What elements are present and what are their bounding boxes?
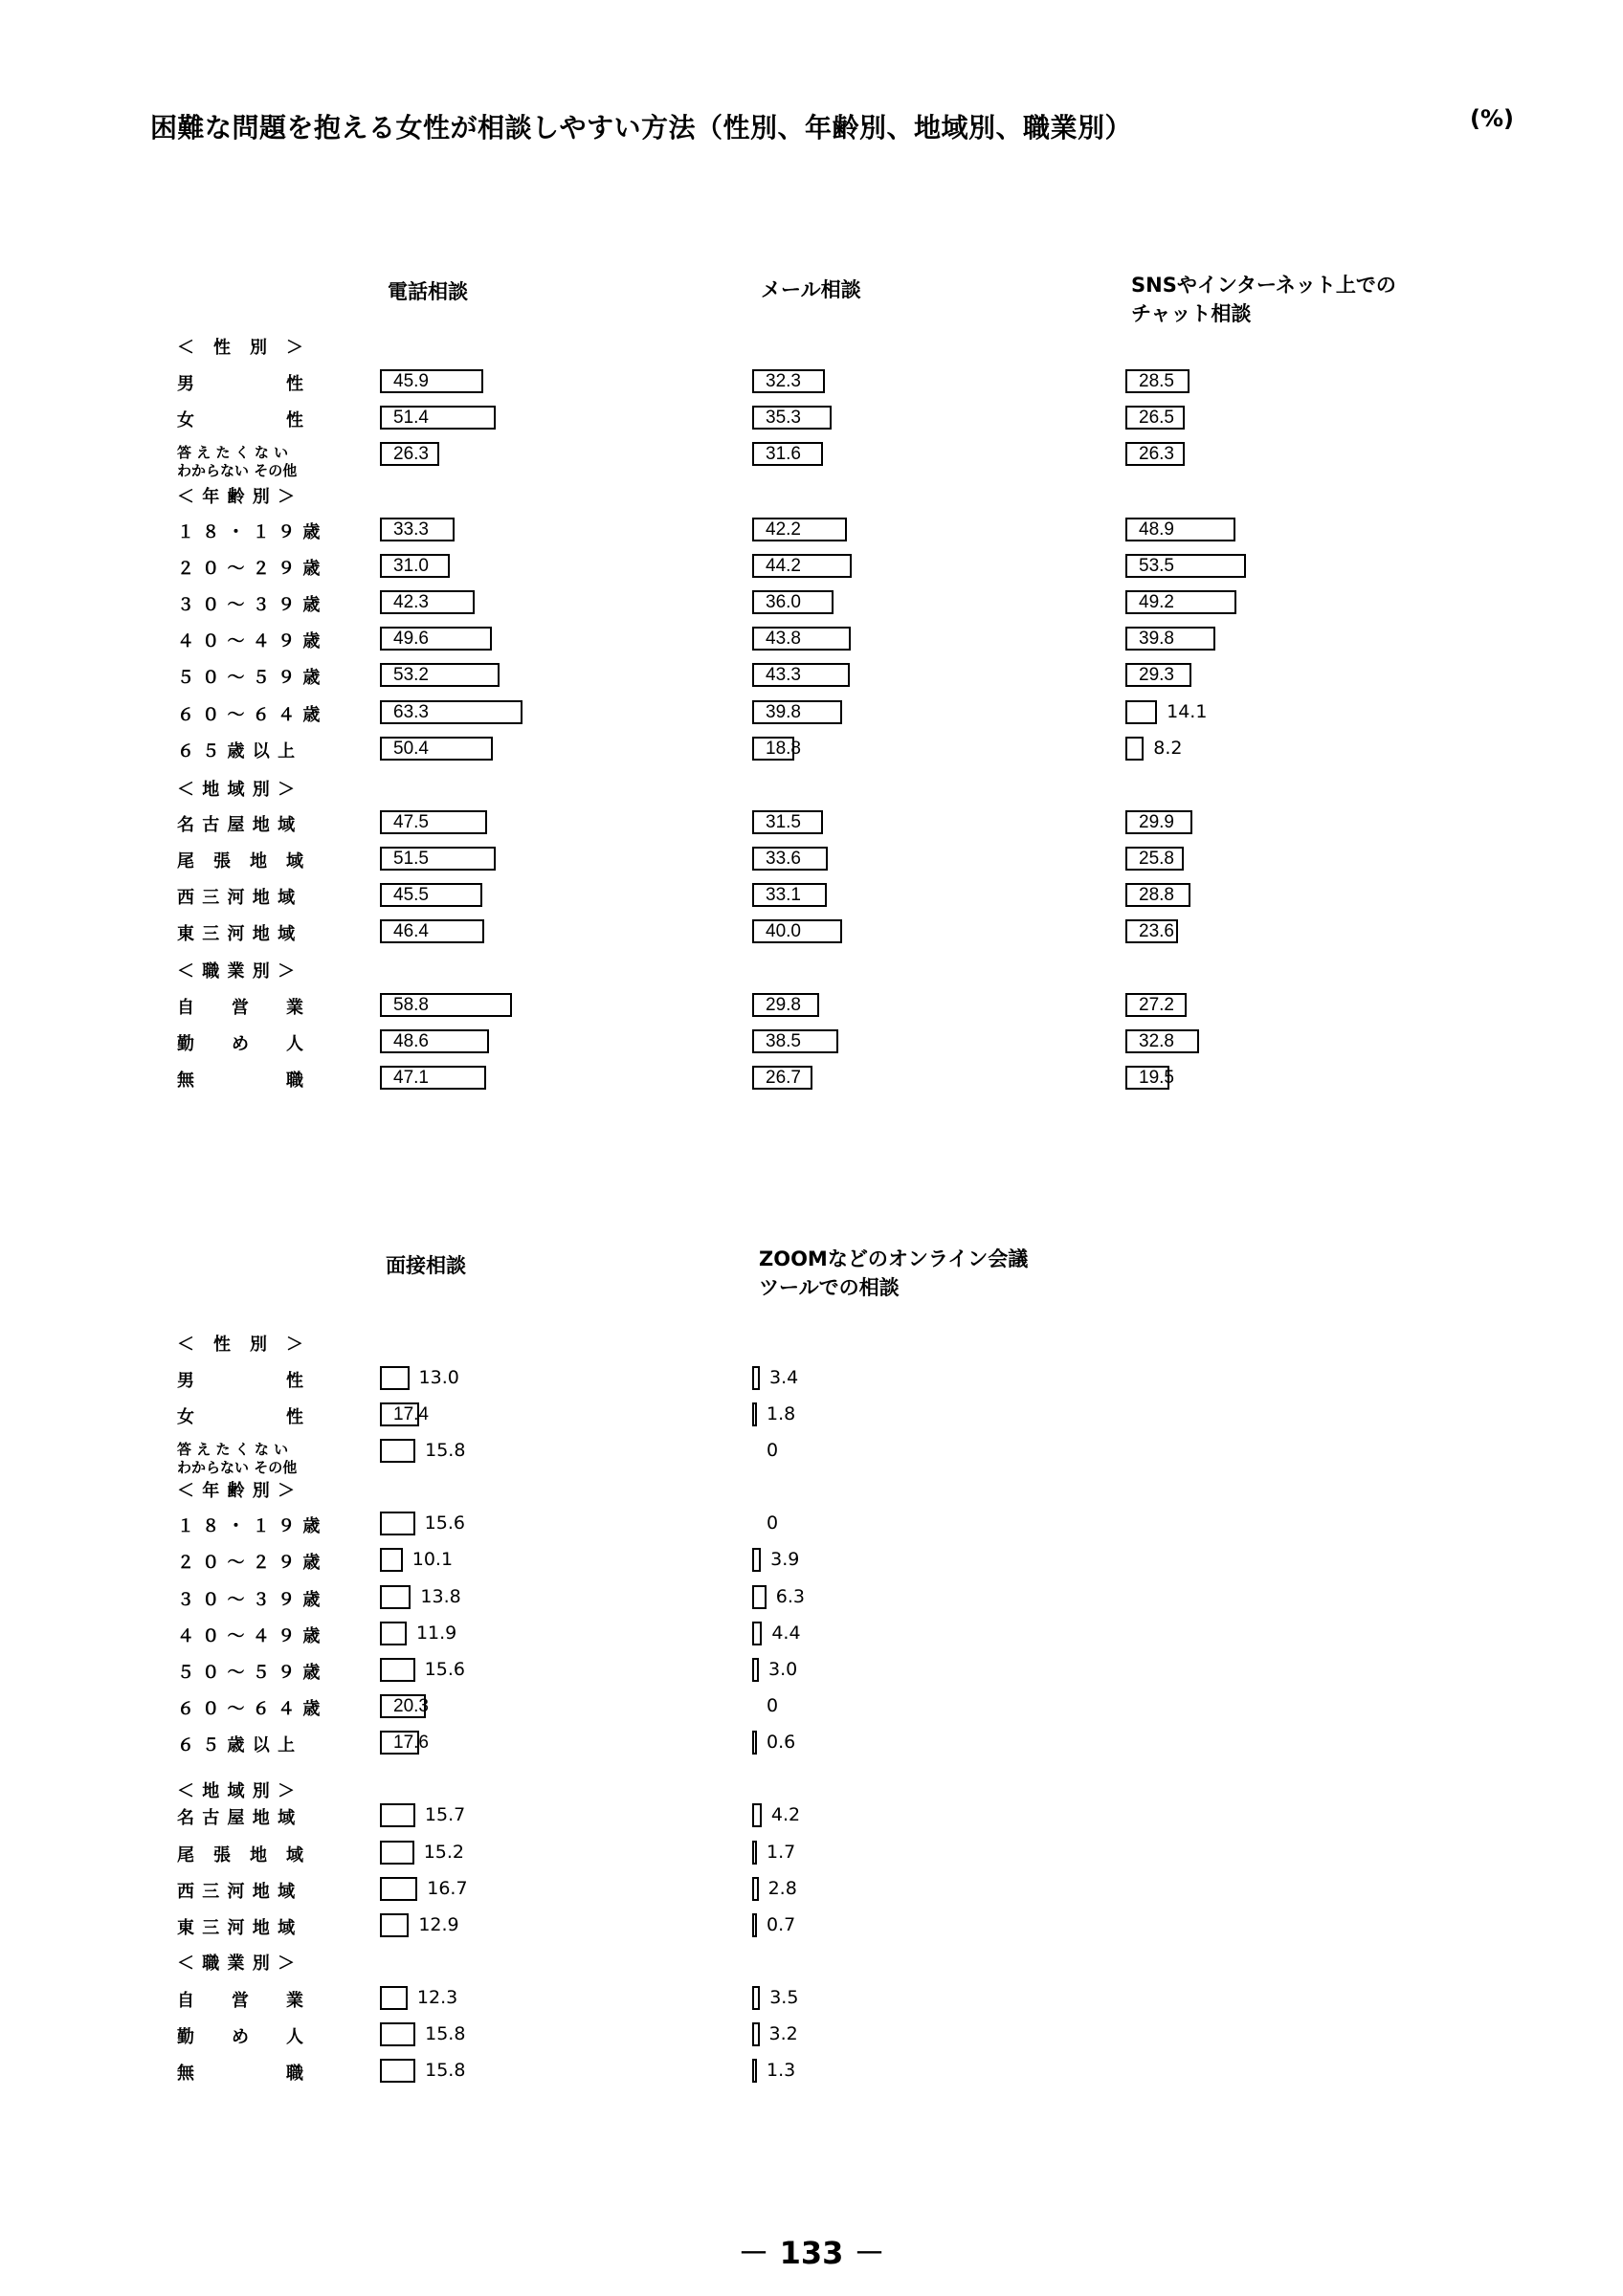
data-label: 17.6	[393, 1733, 429, 1753]
data-label: 15.6	[424, 1659, 465, 1680]
category-label: 西 三 河 地 域	[177, 888, 297, 908]
bar	[380, 1658, 415, 1682]
series-title: ZOOMなどのオンライン会議 ツールでの相談	[759, 1247, 1029, 1299]
data-label: 4.2	[770, 1804, 801, 1825]
bar	[752, 1585, 767, 1609]
data-label: 26.5	[1139, 408, 1174, 428]
data-label: 0	[767, 1440, 779, 1461]
data-label: 33.3	[393, 519, 429, 540]
group-header-label: ＜ 年 齢 別 ＞	[177, 1481, 297, 1501]
category-label: 答 え た く な い わからない その他	[177, 1441, 298, 1476]
bar	[380, 2059, 415, 2083]
data-label: 0.7	[767, 1914, 796, 1935]
bar	[380, 1548, 403, 1572]
bar	[752, 1877, 759, 1901]
data-label: 29.3	[1139, 665, 1174, 685]
data-label: 1.7	[767, 1842, 796, 1863]
data-label: 16.7	[427, 1878, 468, 1899]
data-label: 15.8	[425, 2060, 466, 2081]
bar	[752, 1913, 757, 1937]
category-label: 女 性	[177, 1407, 304, 1427]
category-label: ２ ０ ～ ２ ９ 歳	[177, 559, 322, 579]
data-label: 17.4	[393, 1404, 429, 1424]
category-label: ４ ０ ～ ４ ９ 歳	[177, 631, 322, 651]
data-label: 58.8	[393, 995, 429, 1015]
data-label: 48.6	[393, 1031, 429, 1051]
data-label: 31.5	[766, 812, 801, 832]
bar	[380, 1439, 415, 1463]
data-label: 20.3	[393, 1696, 429, 1716]
data-label: 36.0	[766, 592, 801, 612]
data-label: 0.6	[767, 1732, 796, 1753]
bar	[752, 1622, 762, 1645]
data-label: 51.4	[393, 408, 429, 428]
data-label: 26.3	[393, 444, 429, 464]
data-label: 51.5	[393, 849, 429, 869]
data-label: 43.3	[766, 665, 801, 685]
data-label: 31.0	[393, 556, 429, 576]
data-label: 8.2	[1153, 738, 1183, 759]
category-label: 勤 め 人	[177, 1034, 304, 1054]
data-label: 26.3	[1139, 444, 1174, 464]
category-label: １ ８ ・ １ ９ 歳	[177, 1516, 322, 1536]
data-label: 6.3	[775, 1586, 806, 1607]
data-label: 26.7	[766, 1068, 801, 1088]
bar	[752, 1366, 760, 1390]
data-label: 1.8	[767, 1403, 796, 1424]
data-label: 15.6	[424, 1512, 465, 1534]
bar	[380, 1841, 414, 1865]
data-label: 45.5	[393, 885, 429, 905]
data-label: 0	[767, 1695, 779, 1716]
category-label: ６ ５ 歳 以 上	[177, 741, 297, 762]
category-label: ３ ０ ～ ３ ９ 歳	[177, 1590, 322, 1610]
page-title: 困難な問題を抱える女性が相談しやすい方法（性別、年齢別、地域別、職業別）	[150, 112, 1133, 144]
group-header-label: ＜ 職 業 別 ＞	[177, 1954, 297, 1974]
category-label: 勤 め 人	[177, 2027, 304, 2047]
data-label: 2.8	[767, 1878, 797, 1899]
group-header-label: ＜ 性 別 ＞	[177, 338, 304, 358]
data-label: 50.4	[393, 739, 429, 759]
group-header-label: ＜ 性 別 ＞	[177, 1335, 304, 1355]
data-label: 44.2	[766, 556, 801, 576]
data-label: 12.3	[416, 1987, 458, 2008]
data-label: 13.8	[420, 1586, 461, 1607]
data-label: 1.3	[767, 2060, 796, 2081]
category-label: 自 営 業	[177, 1991, 304, 2011]
category-label: ４ ０ ～ ４ ９ 歳	[177, 1626, 322, 1646]
data-label: 42.3	[393, 592, 429, 612]
bar	[752, 2022, 760, 2046]
data-label: 53.5	[1139, 556, 1174, 576]
data-label: 15.8	[425, 2023, 466, 2044]
data-label: 40.0	[766, 921, 801, 941]
category-label: 答 え た く な い わからない その他	[177, 444, 298, 479]
bar	[752, 1548, 761, 1572]
bar	[380, 1877, 417, 1901]
data-label: 15.7	[424, 1804, 466, 1825]
data-label: 39.8	[1139, 629, 1174, 649]
data-label: 3.5	[769, 1987, 799, 2008]
data-label: 28.5	[1139, 371, 1174, 391]
data-label: 38.5	[766, 1031, 801, 1051]
group-header-label: ＜ 年 齢 別 ＞	[177, 487, 297, 507]
data-label: 14.1	[1167, 701, 1208, 722]
data-label: 42.2	[766, 519, 801, 540]
data-label: 49.6	[393, 629, 429, 649]
group-header-label: ＜ 地 域 別 ＞	[177, 780, 297, 800]
data-label: 47.1	[393, 1068, 429, 1088]
data-label: 15.8	[425, 1440, 466, 1461]
data-label: 27.2	[1139, 995, 1174, 1015]
data-label: 43.8	[766, 629, 801, 649]
series-title: 電話相談	[388, 280, 468, 303]
category-label: 男 性	[177, 374, 304, 394]
bar	[380, 1366, 410, 1390]
category-label: 尾 張 地 域	[177, 1845, 304, 1866]
category-label: ６ ５ 歳 以 上	[177, 1735, 297, 1755]
category-label: 東 三 河 地 域	[177, 924, 297, 944]
data-label: 49.2	[1139, 592, 1174, 612]
bar	[752, 1841, 757, 1865]
data-label: 32.8	[1139, 1031, 1174, 1051]
data-label: 48.9	[1139, 519, 1174, 540]
data-label: 39.8	[766, 702, 801, 722]
data-label: 25.8	[1139, 849, 1174, 869]
category-label: 尾 張 地 域	[177, 851, 304, 872]
bar	[752, 1803, 762, 1827]
category-label: 無 職	[177, 2064, 304, 2084]
bar	[752, 1658, 759, 1682]
category-label: 西 三 河 地 域	[177, 1882, 297, 1902]
bar	[380, 1986, 408, 2010]
series-title: SNSやインターネット上での チャット相談	[1131, 274, 1396, 325]
category-label: ５ ０ ～ ５ ９ 歳	[177, 668, 322, 688]
data-label: 32.3	[766, 371, 801, 391]
data-label: 3.2	[768, 2023, 798, 2044]
data-label: 63.3	[393, 702, 429, 722]
page-number: － 133 －	[738, 2235, 885, 2271]
data-label: 29.8	[766, 995, 801, 1015]
series-title: メール相談	[761, 278, 861, 301]
data-label: 46.4	[393, 921, 429, 941]
bar	[752, 1402, 757, 1426]
data-label: 19.5	[1139, 1068, 1174, 1088]
category-label: 東 三 河 地 域	[177, 1918, 297, 1938]
data-label: 33.1	[766, 885, 801, 905]
category-label: 無 職	[177, 1071, 304, 1091]
data-label: 11.9	[415, 1623, 457, 1644]
data-label: 33.6	[766, 849, 801, 869]
data-label: 18.8	[766, 739, 801, 759]
category-label: 男 性	[177, 1371, 304, 1391]
bar	[380, 1585, 411, 1609]
bar	[380, 1512, 415, 1535]
bar	[752, 2059, 757, 2083]
category-label: 名 古 屋 地 域	[177, 1808, 297, 1828]
category-label: 女 性	[177, 410, 304, 430]
category-label: ６ ０ ～ ６ ４ 歳	[177, 1699, 322, 1719]
bar	[380, 1803, 415, 1827]
data-label: 35.3	[766, 408, 801, 428]
data-label: 28.8	[1139, 885, 1174, 905]
category-label: １ ８ ・ １ ９ 歳	[177, 522, 322, 542]
data-label: 4.4	[771, 1623, 801, 1644]
bar	[380, 1913, 409, 1937]
data-label: 10.1	[411, 1549, 454, 1570]
category-label: ５ ０ ～ ５ ９ 歳	[177, 1663, 322, 1683]
data-label: 0	[767, 1512, 779, 1534]
bar	[752, 1731, 757, 1755]
bar	[752, 1986, 760, 2010]
data-label: 13.0	[418, 1367, 459, 1388]
series-title: 面接相談	[386, 1254, 466, 1277]
bar	[380, 2022, 415, 2046]
data-label: 45.9	[393, 371, 429, 391]
data-label: 12.9	[418, 1914, 459, 1935]
data-label: 3.9	[770, 1549, 800, 1570]
category-label: ２ ０ ～ ２ ９ 歳	[177, 1553, 322, 1573]
category-label: ３ ０ ～ ３ ９ 歳	[177, 595, 322, 615]
data-label: 29.9	[1139, 812, 1174, 832]
bar	[380, 1622, 407, 1645]
data-label: 47.5	[393, 812, 429, 832]
category-label: 自 営 業	[177, 998, 304, 1018]
data-label: 23.6	[1139, 921, 1174, 941]
category-label: ６ ０ ～ ６ ４ 歳	[177, 705, 322, 725]
data-label: 3.4	[768, 1367, 799, 1388]
group-header-label: ＜ 地 域 別 ＞	[177, 1781, 297, 1801]
data-label: 31.6	[766, 444, 801, 464]
group-header-label: ＜ 職 業 別 ＞	[177, 961, 297, 982]
data-label: 53.2	[393, 665, 429, 685]
unit-label: (%)	[1470, 105, 1514, 132]
category-label: 名 古 屋 地 域	[177, 815, 297, 835]
data-label: 15.2	[423, 1842, 465, 1863]
data-label: 3.0	[768, 1659, 798, 1680]
